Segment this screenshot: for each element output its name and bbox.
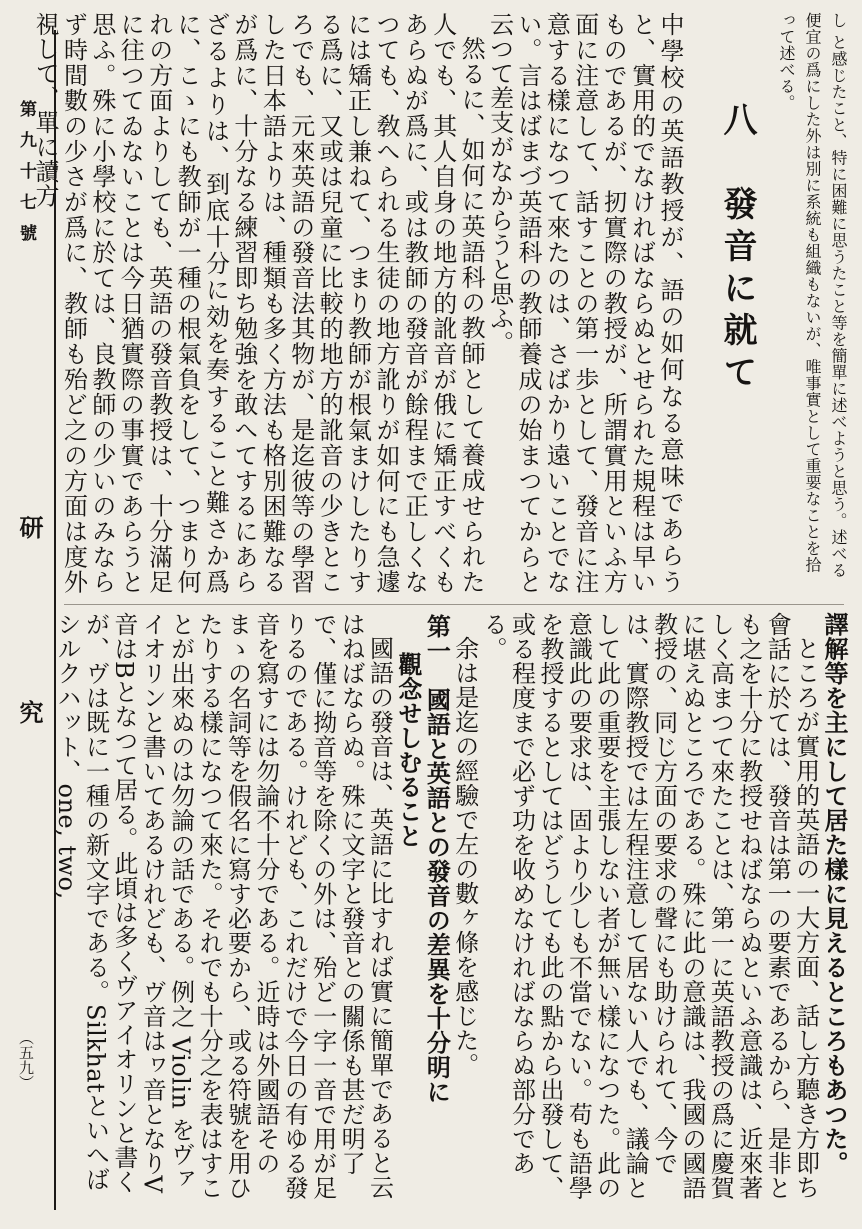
journal-char-2: 究	[15, 700, 44, 724]
intro-note-line: し と感じたこと、特に困難に思うたこと等を簡單に述べようと思う。述べる	[829, 12, 848, 579]
paragraph: 余は是迄の經驗で左の數ヶ條を感じた。	[450, 636, 479, 1077]
issue-number: 第九十七號	[16, 100, 36, 255]
subheading: 觀念せしむること	[393, 652, 423, 848]
journal-char-1: 研	[15, 515, 44, 539]
upper-text-block	[31, 12, 848, 594]
paragraph: 譯解等を主にして居た樣に見えるところもあつた。	[820, 612, 849, 1176]
paragraph: ところが實用的英語の一大方面、話し方聽き方即ち會話に於ては、發音は第一の要素であるから、是非とも之を十分に教授せねばならぬといふ意識は、近來著しく高まつて來たことは、第一に英語教授の爲に慶賀に堪えぬところである。殊に此の意識は、我國の國語教授の、同じ方面の要求の聲にも助けられて、今では、實際教授では左程注意して居ない人でも、議論として此の重要を主張しない者が無い樣になつた。此の意識此の要求は、固より少しも不當でない。苟も語學を教授するとしてはどうしても此の點から出發して、或る程度まで必ず功を收めなければならぬ部分である。	[479, 612, 820, 1200]
intro-note-line: 便宜の爲にした外は別に系統も組織もないが、唯事實として重要なことを拾	[803, 12, 822, 573]
lower-text-block	[53, 612, 849, 1212]
section-divider	[64, 604, 844, 605]
intro-note-line: って述べる。	[777, 12, 796, 111]
section-heading: 八 發音に就て	[717, 102, 757, 396]
paragraph: 國語の發音は、英語に比すれば實に簡單であると云はねばならぬ。殊に文字と發音との關係も甚だ明了で、僅に拗音等を除くの外は、殆ど一字一音で用が足りるのである。けれども、これだけで今日の有ゆる發音を寫すには勿論不十分である。近時は外國語そのまゝの名詞等を假名に寫す必要から、或る符號を用ひたりする樣になつて來た。それでも十分之を表はすことが出來ぬのは勿論の話である。例之 Violin をヴァイオリンと書いてあるけれども、ヴ音はヮ音となりV音はBとなつて居る。此頃は多くヴアイオリンと書くが、ヴは既に一種の新文字である。Silkhatといへばシルクハット、one, two,	[53, 612, 394, 1200]
subheading: 第一 國語と英語との發音の差異を十分明に	[422, 614, 452, 1104]
paragraph: 然るに、如何に英語科の教師として養成せられた人でも、其人自身の地方的訛音が俄に矯正すべくもあらぬが爲に、或は教師の發音が餘程まで正しくなつても、敎へられる生徒の地方訛りが如何にも急遽には矯正し兼ねて、つまり教師が根氣まけしたりする爲に、又或は兒童に比較的地方的訛音の少きところでも、元來英語の發音法其物が、是迄彼等の學習した日本語よりは、種類も多く方法も格別困難なるが爲に、十分なる練習即ち勉強を敢へてするにあらざるよりは、到底十分に効を奏すること難さか爲に、こゝにも教師が一種の根氣負をして、つまり何れの方面よりしても、英語の發音教授は、十分滿足に往つてゐないことは今日猶實際の事實であらうと思ふ。殊に小學校に於ては、良教師の少いのみならず時間數の少さが爲に、教師も殆ど之の方面は度外視して、單に讀方	[31, 12, 486, 594]
paragraph: 中學校の英語教授が、語の如何なる意味であらうと、實用的でなければならぬとせられた規程は早いものであるが、扨實際の教授が、所謂實用といふ方面に注意して、話すことの第一歩として、發音に注意する樣になつて來たのは、さばかり遠いことでない。言はばまづ英語科の教師養成の始まつてからと云つて差支がなからうと思ふ。	[485, 12, 684, 594]
page-number: （五九）	[17, 1030, 35, 1090]
